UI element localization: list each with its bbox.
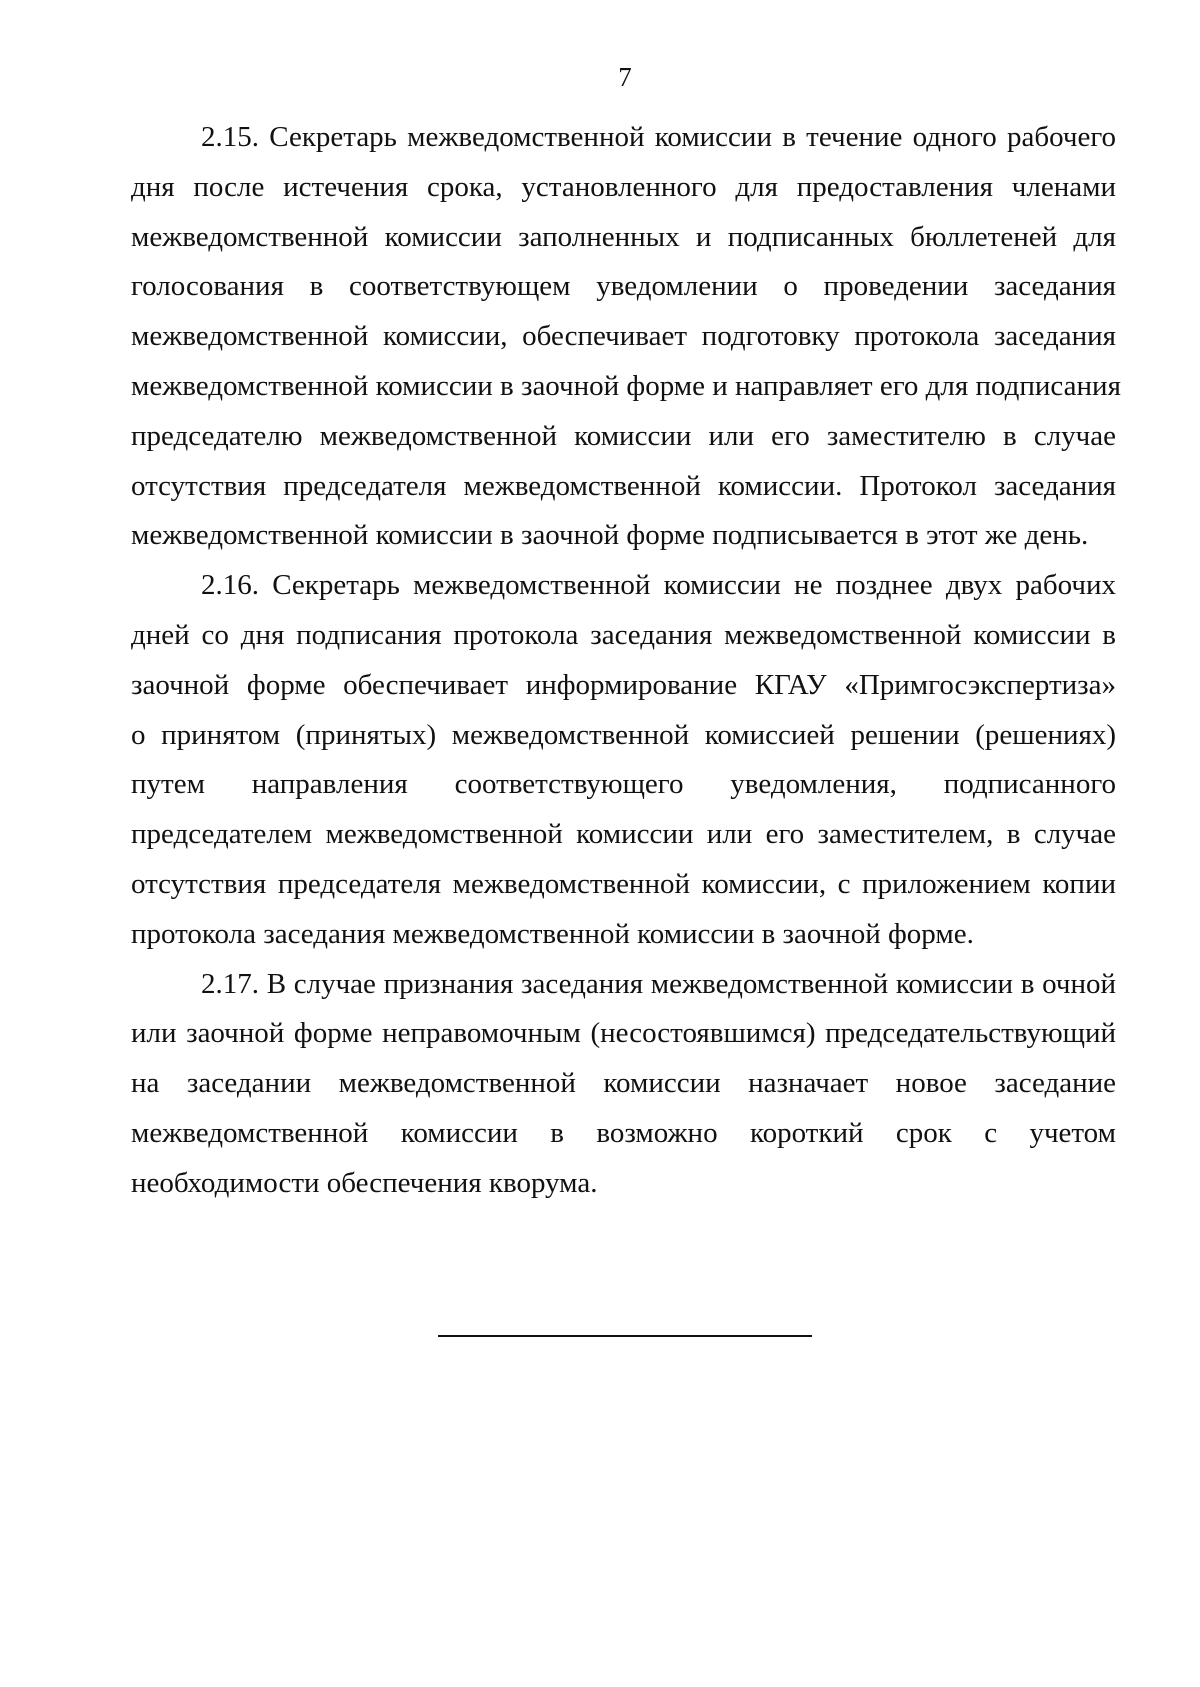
- paragraph-2-17: [131, 960, 1116, 1209]
- text-line: заочной форме обеспечивает информирование КГАУ «Примгосэкспертиза»: [131, 668, 1116, 701]
- text-line: отсутствия председателя межведомственной комиссии, с приложением копии: [131, 867, 1116, 900]
- text-line: 2.16. Секретарь межведомственной комиссии не позднее двух рабочих: [201, 569, 1116, 602]
- text-line: председателю межведомственной комиссии или его заместителю в случае: [131, 419, 1116, 452]
- text-line: о принятом (принятых) межведомственной комиссией решении (решениях): [131, 718, 1116, 751]
- text-line: межведомственной комиссии в заочной форме подписывается в этот же день.: [131, 519, 1089, 552]
- text-line: 2.17. В случае признания заседания межведомственной комиссии в очной: [201, 967, 1116, 1000]
- text-line: протокола заседания межведомственной комиссии в заочной форме.: [131, 917, 974, 950]
- end-of-document-rule: [438, 1335, 812, 1337]
- text-line: председателем межведомственной комиссии или его заместителем, в случае: [131, 818, 1116, 851]
- text-line: необходимости обеспечения кворума.: [131, 1166, 598, 1199]
- paragraph-2-16: [131, 561, 1116, 959]
- text-line: дня после истечения срока, установленного для предоставления членами: [131, 170, 1116, 203]
- page-number: 7: [618, 62, 632, 92]
- text-line: отсутствия председателя межведомственной комиссии. Протокол заседания: [131, 469, 1116, 502]
- text-line: межведомственной комиссии заполненных и подписанных бюллетеней для: [131, 220, 1116, 253]
- paragraph-2-15: [131, 113, 1121, 561]
- text-line: межведомственной комиссии в возможно короткий срок с учетом: [131, 1116, 1116, 1149]
- text-line: 2.15. Секретарь межведомственной комиссии в течение одного рабочего: [201, 121, 1116, 153]
- text-line: путем направления соответствующего уведомления, подписанного: [131, 768, 1116, 801]
- text-line: межведомственной комиссии, обеспечивает подготовку протокола заседания: [131, 320, 1116, 353]
- text-line: на заседании межведомственной комиссии назначает новое заседание: [131, 1067, 1116, 1100]
- text-line: дней со дня подписания протокола заседания межведомственной комиссии в: [131, 618, 1116, 651]
- text-line: межведомственной комиссии в заочной форме и направляет его для подписания: [131, 369, 1121, 402]
- text-line: голосования в соответствующем уведомлении о проведении заседания: [131, 270, 1116, 303]
- text-line: или заочной форме неправомочным (несостоявшимся) председательствующий: [131, 1017, 1116, 1050]
- document-body: [131, 113, 1121, 1209]
